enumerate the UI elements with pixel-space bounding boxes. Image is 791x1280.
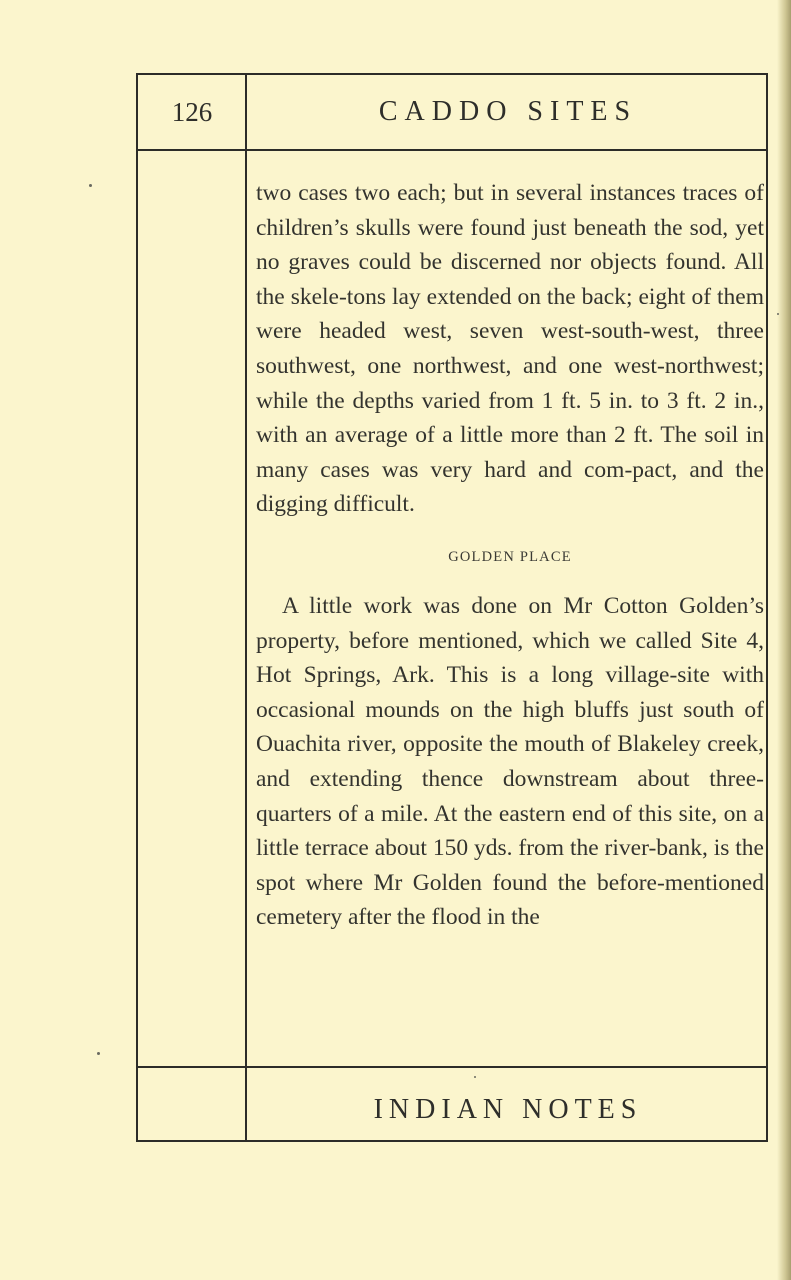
scan-speck <box>89 184 92 187</box>
section-heading: GOLDEN PLACE <box>448 548 572 565</box>
scan-speck <box>474 1076 476 1078</box>
frame-bottom-rule <box>136 1140 768 1142</box>
page-number: 126 <box>171 97 213 127</box>
frame-footer-rule <box>136 1066 768 1068</box>
scan-speck <box>97 1052 100 1055</box>
footer-title: INDIAN NOTES <box>373 1094 643 1125</box>
running-head: CADDO SITES <box>378 96 638 127</box>
body-paragraph-2: A little work was done on Mr Cotton Golden’s property, before mentioned, which we called Site 4, Hot Springs, Ark. This is a long village-site with occasional mounds on the high bluffs just south of Ouachita river, opposite the mouth of Blakeley creek, and extending thence downstream about three-quarters of a mile. At the eastern end of this site, on a little terrace about 150 yds. from the river-bank, is the spot where Mr Golden found the before-mentioned cemetery after the flood in the <box>256 592 764 931</box>
frame-top-rule <box>136 73 768 75</box>
scan-speck <box>777 313 779 315</box>
scan-edge-shadow <box>777 0 791 1280</box>
frame-left-rule <box>136 73 138 1142</box>
frame-right-rule <box>766 73 768 1142</box>
body-text-column <box>256 176 764 935</box>
frame-header-rule <box>136 149 768 151</box>
body-paragraph-1: two cases two each; but in several instances traces of children’s skulls were found just beneath the sod, yet no graves could be discerned nor objects found. All the skele-tons lay extended on the back; eight of them were headed west, seven west-south-west, three southwest, one northwest, and one west-northwest; while the depths varied from 1 ft. 5 in. to 3 ft. 2 in., with an average of a little more than 2 ft. The soil in many cases was very hard and com-pact, and the digging difficult. <box>256 180 764 518</box>
frame-column-rule <box>245 73 247 1142</box>
